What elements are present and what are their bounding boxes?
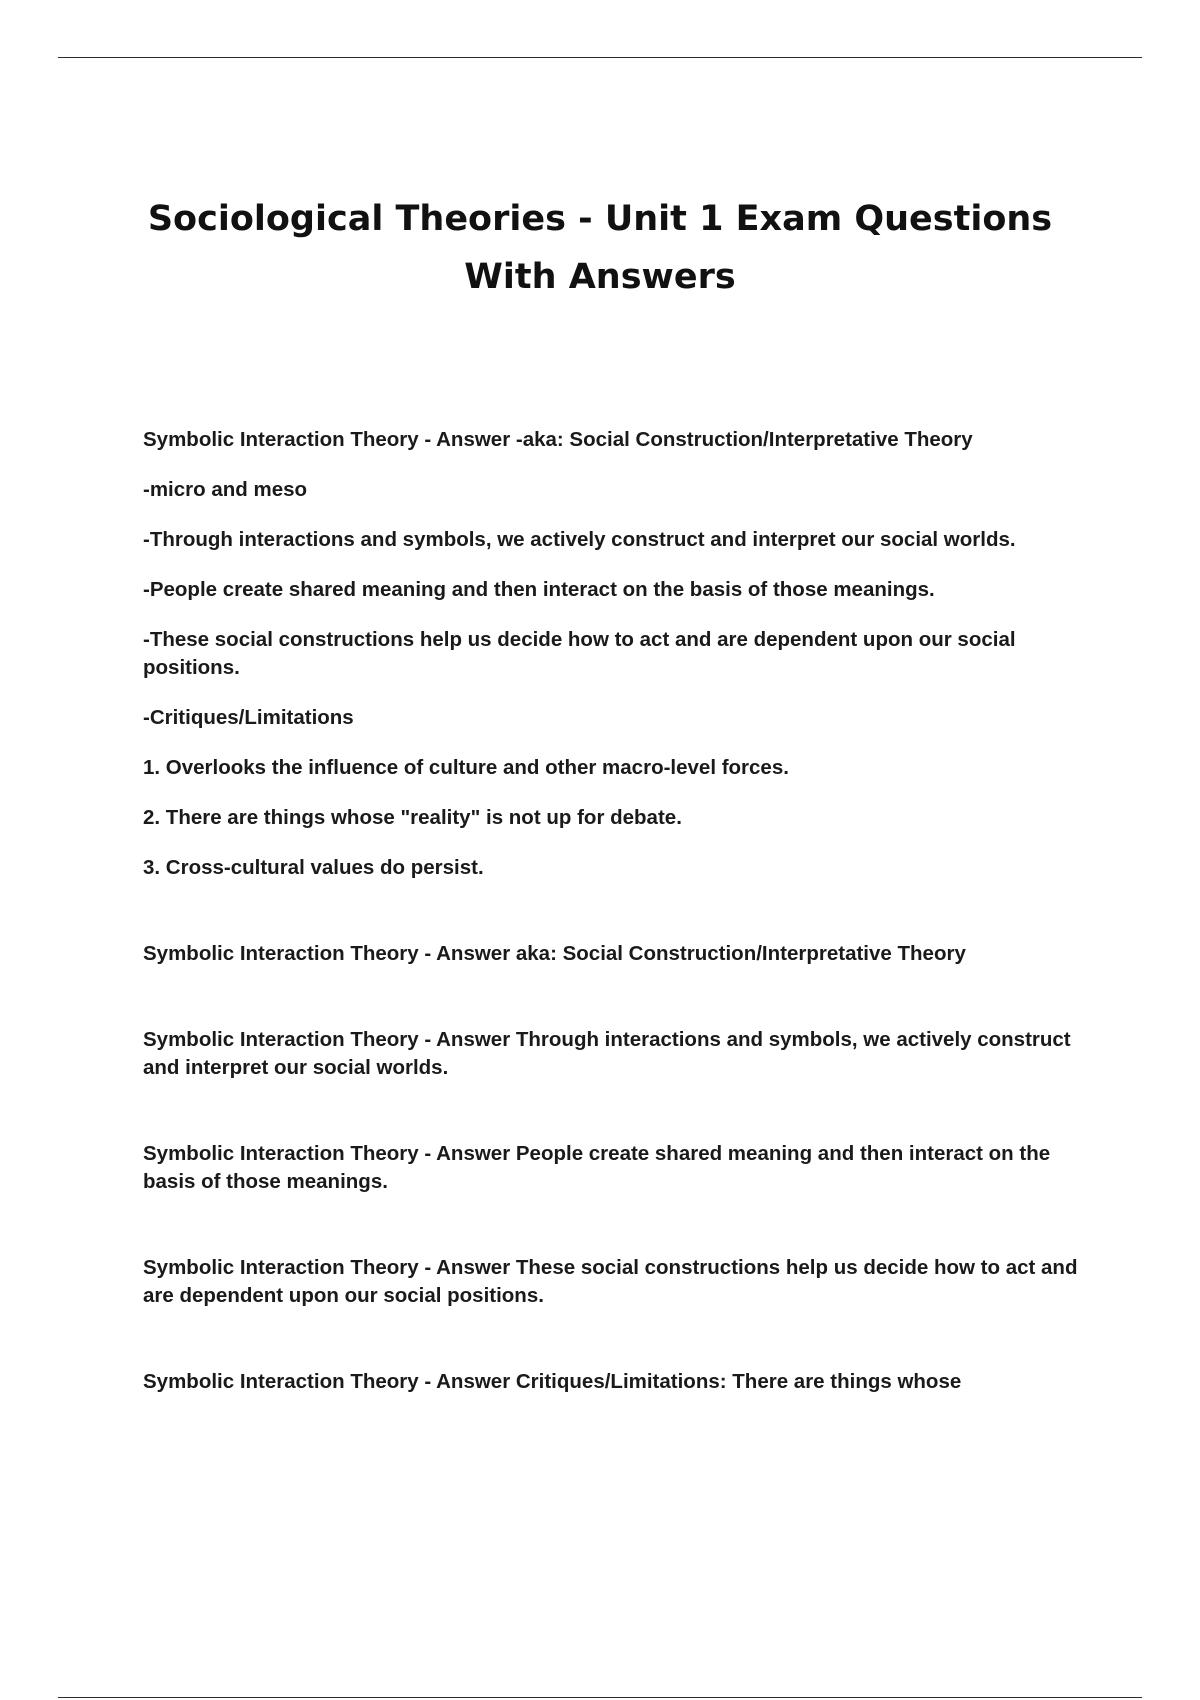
answer-line: -People create shared meaning and then interact on the basis of those meanings.	[143, 578, 935, 601]
qa-entry-text: Symbolic Interaction Theory - Answer aka: Social Construction/Interpretative Theory	[143, 942, 966, 965]
answer-line: -Critiques/Limitations	[143, 706, 354, 729]
qa-entry	[143, 1026, 1093, 1082]
qa-entry-text: Symbolic Interaction Theory - Answer Critiques/Limitations: There are things whose	[143, 1370, 962, 1393]
critique-item: 2. There are things whose "reality" is not up for debate.	[143, 806, 682, 829]
answer-line: -Through interactions and symbols, we actively construct and interpret our social worlds.	[143, 528, 1016, 551]
critique-item: 1. Overlooks the influence of culture and other macro-level forces.	[143, 756, 789, 779]
answer-line: -micro and meso	[143, 478, 308, 501]
qa-entry-text: Symbolic Interaction Theory - Answer Through interactions and symbols, we actively construct and interpret our social worlds.	[143, 1028, 1071, 1079]
answer-line: -These social constructions help us decide how to act and are dependent upon our social positions.	[143, 628, 1016, 679]
document-title: Sociological Theories - Unit 1 Exam Questions With Answers	[147, 199, 1053, 297]
qa-entry	[143, 1254, 1093, 1310]
top-rule	[58, 57, 1142, 58]
qa-entry-text: Symbolic Interaction Theory - Answer People create shared meaning and then interact on the basis of those meanings.	[143, 1142, 1051, 1193]
qa-entry	[143, 1140, 1093, 1196]
qa-entry	[143, 940, 1093, 968]
entry-question-line: Symbolic Interaction Theory - Answer -aka: Social Construction/Interpretative Theory	[143, 428, 973, 451]
critique-item: 3. Cross-cultural values do persist.	[143, 856, 484, 879]
qa-entry	[143, 1368, 1093, 1396]
first-entry	[143, 426, 1093, 882]
qa-entry-text: Symbolic Interaction Theory - Answer These social constructions help us decide how to act and are dependent upon our social positions.	[143, 1256, 1078, 1307]
bottom-rule	[58, 1697, 1142, 1698]
document-body	[143, 426, 1093, 1396]
